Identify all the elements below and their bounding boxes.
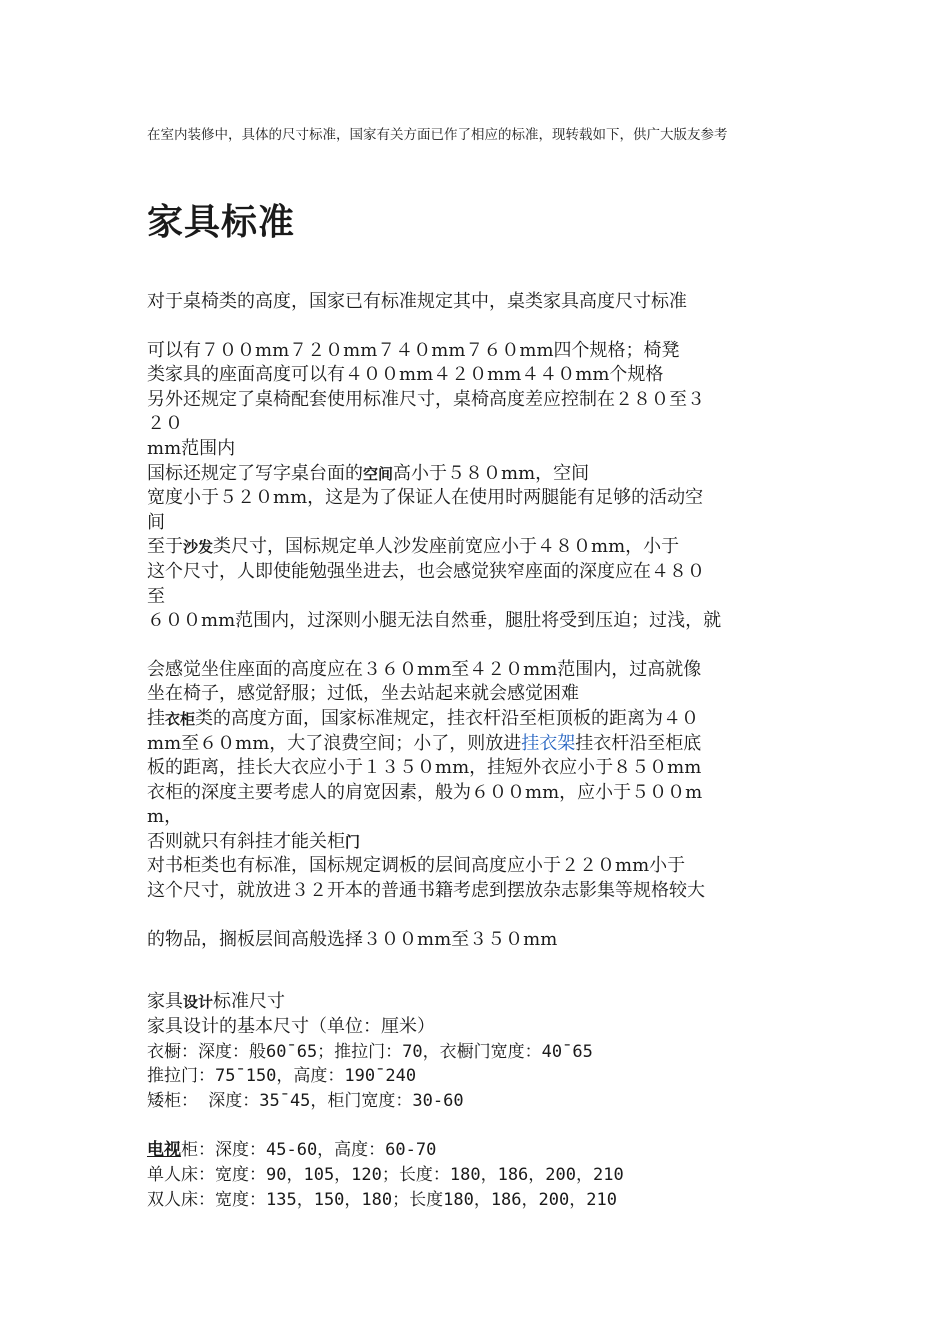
text-line: ２０ <box>147 413 183 435</box>
furniture-standards-text <box>147 290 812 952</box>
text-line: 对书柜类也有标准，国标规定调板的层间高度应小于２２０mm小于 <box>147 855 686 877</box>
text-line: 这个尺寸，就放进３２开本的普通书籍考虑到摆放杂志影集等规格较大 <box>147 880 705 902</box>
text-segment: 挂 <box>147 707 165 729</box>
dimension-row: 矮柜： 深度：35¯45，柜门宽度：30-60 <box>147 1091 464 1112</box>
bold-term: 设计 <box>183 993 214 1011</box>
page-title: 家具标准 <box>147 201 296 243</box>
dimension-row <box>147 1138 812 1163</box>
text-line <box>147 732 812 757</box>
text-line: 这个尺寸，人即使能勉强坐进去，也会感觉狭窄座面的深度应在４８０ <box>147 560 705 582</box>
blank-line <box>147 315 812 339</box>
dimension-row: 衣橱：深度：般60¯65；推拉门：70，衣橱门宽度：40¯65 <box>147 1041 593 1062</box>
text-line: 类家具的座面高度可以有４００mm４２０mm４４０mm个规格 <box>147 364 664 386</box>
blank-line <box>147 1114 812 1138</box>
tv-cabinet-link[interactable]: 电视 <box>147 1139 181 1160</box>
bold-term: 门 <box>345 832 361 851</box>
blank-line <box>147 904 812 928</box>
text-line <box>147 830 812 855</box>
text-segment: 类的高度方面，国家标准规定，挂衣杆沿至柜顶板的距离为４０ <box>195 707 700 729</box>
text-line: 至 <box>147 585 165 607</box>
text-line: 宽度小于５２０mm，这是为了保证人在使用时两腿能有足够的活动空 <box>147 487 704 509</box>
text-line <box>147 535 812 560</box>
text-line: mm范围内 <box>147 437 236 459</box>
text-segment: 否则就只有斜挂才能关柜 <box>147 830 345 852</box>
text-segment: mm至６０mm，大了浪费空间；小了，则放进 <box>147 732 522 754</box>
intro-paragraph: 在室内装修中，具体的尺寸标准，国家有关方面已作了相应的标准，现转载如下，供广大版友参考 <box>147 127 728 143</box>
bold-term: 沙发 <box>183 538 214 557</box>
section-heading <box>147 990 812 1015</box>
text-line: 衣柜的深度主要考虑人的肩宽因素，般为６００mm，应小于５００m <box>147 781 703 803</box>
text-line <box>147 462 812 487</box>
text-line <box>147 707 812 732</box>
text-segment: 高小于５８０mm，空间 <box>393 462 590 484</box>
bold-term: 衣柜 <box>165 709 196 728</box>
text-line: 间 <box>147 511 165 533</box>
hanger-link[interactable]: 挂衣架 <box>521 732 576 754</box>
blank-line <box>147 634 812 658</box>
dimension-row: 推拉门：75¯150，高度：190¯240 <box>147 1066 417 1087</box>
text-line: 会感觉坐住座面的高度应在３６０mm至４２０mm范围内，过高就像 <box>147 658 702 680</box>
subheading: 家具设计的基本尺寸（单位：厘米） <box>147 1015 435 1037</box>
text-line: 坐在椅子，感觉舒服；过低，坐去站起来就会感觉困难 <box>147 683 579 705</box>
text-segment: 至于 <box>147 536 183 558</box>
text-segment: 挂衣杆沿至柜底 <box>575 732 702 754</box>
text-segment: 国标还规定了写字桌台面的 <box>147 462 363 484</box>
text-line: ６００mm范围内，过深则小腿无法自然垂，腿肚将受到压迫；过浅，就 <box>147 610 722 632</box>
text-segment: 类尺寸，国标规定单人沙发座前宽应小于４８０mm，小于 <box>213 536 680 558</box>
text-line: 另外还规定了桌椅配套使用标准尺寸，桌椅高度差应控制在２８０至３ <box>147 388 705 410</box>
dimension-row: 单人床：宽度：90，105，120；长度：180，186，200，210 <box>147 1164 624 1185</box>
text-line: 板的距离，挂长大衣应小于１３５０mm，挂短外衣应小于８５０mm <box>147 757 702 779</box>
text-segment: 柜：深度：45-60，高度：60-70 <box>181 1139 437 1160</box>
text-line: m， <box>147 806 183 828</box>
furniture-dimensions-list <box>147 990 812 1212</box>
bold-term: 空间 <box>363 464 394 483</box>
dimension-row: 双人床：宽度：135，150，180；长度180，186，200，210 <box>147 1189 617 1210</box>
text-line: 的物品，搁板层间高般选择３００mm至３５０mm <box>147 928 558 950</box>
text-line: 对于桌椅类的高度，国家已有标准规定其中，桌类家具高度尺寸标准 <box>147 291 687 312</box>
text-segment: 家具 <box>147 991 183 1012</box>
text-line: 可以有７００mm７２０mm７４０mm７６０mm四个规格；椅凳 <box>147 339 680 361</box>
text-segment: 标准尺寸 <box>213 991 286 1012</box>
